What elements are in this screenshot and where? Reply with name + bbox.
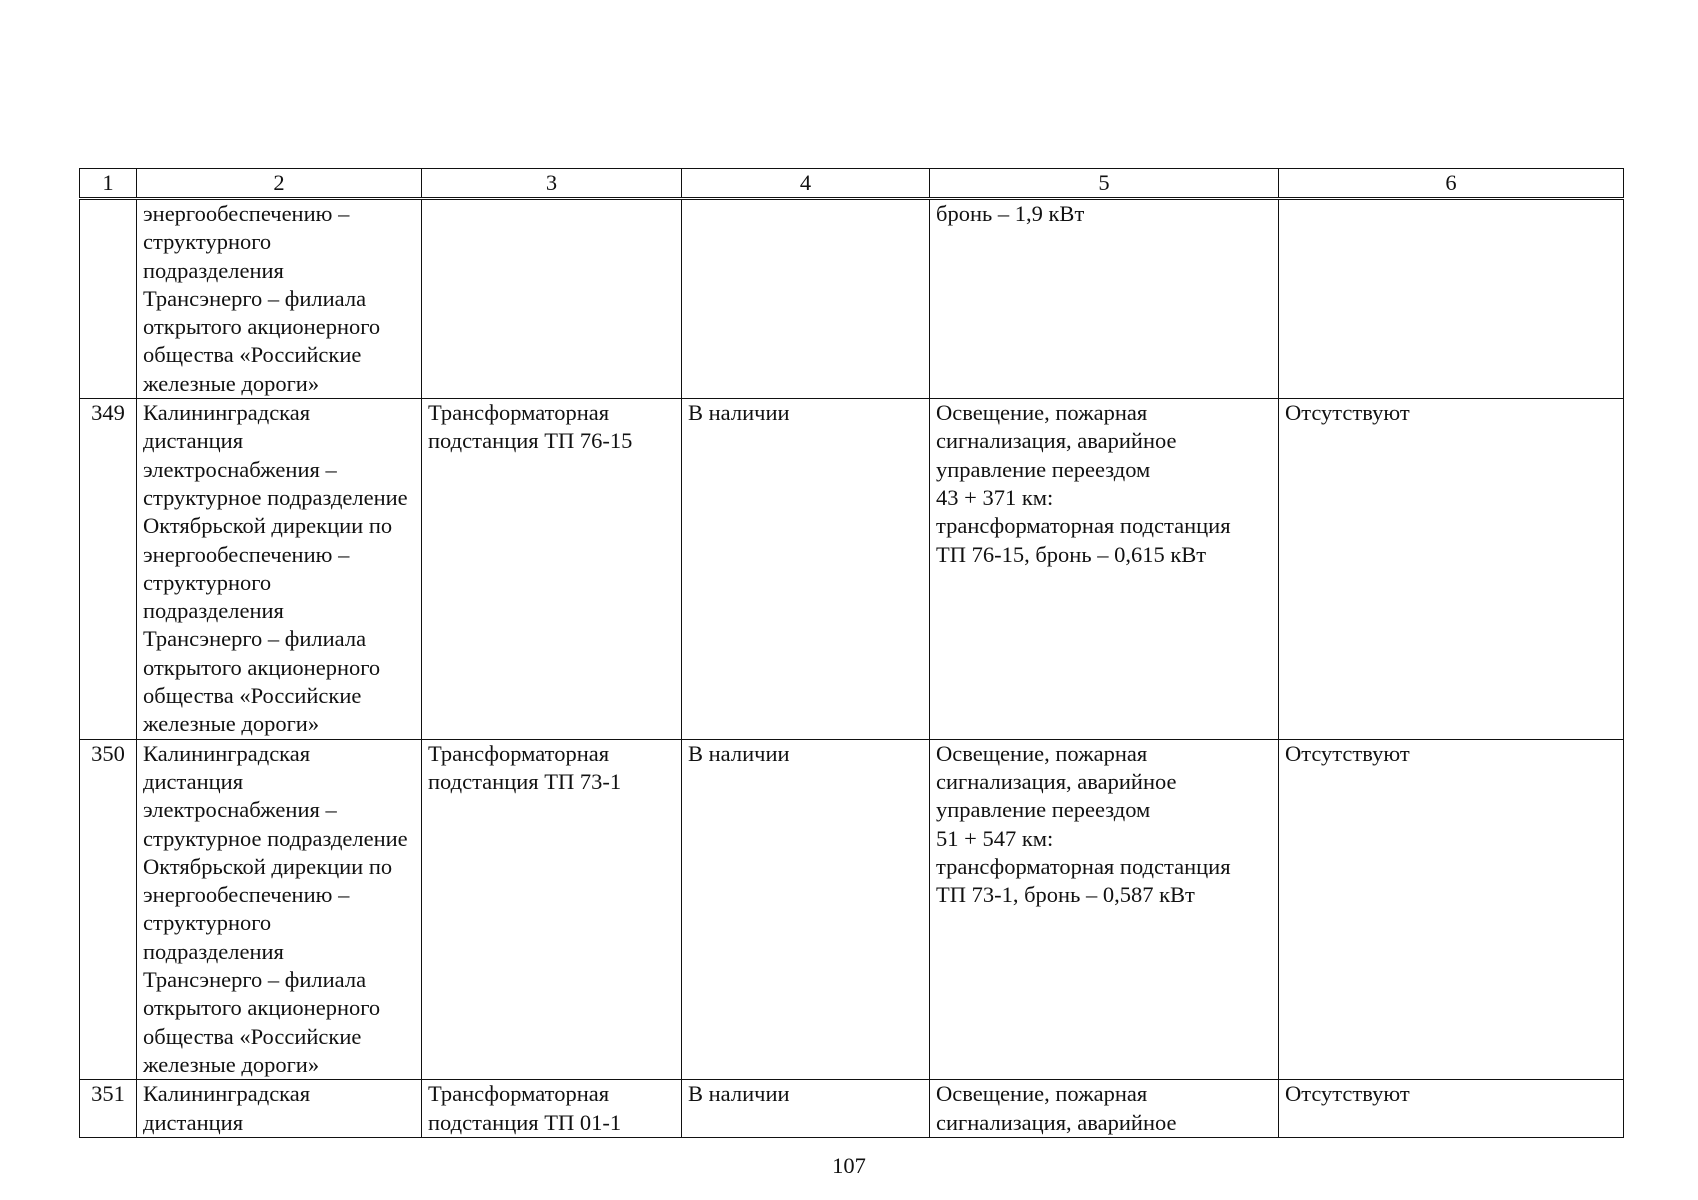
table-header bbox=[80, 169, 1624, 199]
notes-cell bbox=[1279, 199, 1624, 399]
row-number bbox=[80, 199, 137, 399]
availability-cell bbox=[682, 199, 930, 399]
availability-cell: В наличии bbox=[682, 1080, 930, 1138]
row-number: 349 bbox=[80, 399, 137, 740]
header-cell-5: 5 bbox=[930, 169, 1279, 199]
header-row bbox=[80, 169, 1624, 199]
object-cell: Трансформаторная подстанция ТП 73-1 bbox=[422, 739, 682, 1080]
notes-cell: Отсутствуют bbox=[1279, 739, 1624, 1080]
table-row bbox=[80, 1080, 1624, 1138]
object-cell bbox=[422, 199, 682, 399]
owner-cell: Калининградская дистанция электроснабжения – структурное подразделение Октябрьской дирекции по энергообеспечению – структурного подразделения Трансэнерго – филиала открытого акционерного общества «Российские железные дороги» bbox=[137, 739, 422, 1080]
table-row bbox=[80, 399, 1624, 740]
header-cell-4: 4 bbox=[682, 169, 930, 199]
owner-cell: энергообеспечению – структурного подразделения Трансэнерго – филиала открытого акционерного общества «Российские железные дороги» bbox=[137, 199, 422, 399]
notes-cell: Отсутствуют bbox=[1279, 1080, 1624, 1138]
data-table bbox=[79, 168, 1624, 1138]
owner-cell: Калининградская дистанция электроснабжения – структурное подразделение Октябрьской дирекции по энергообеспечению – структурного подразделения Трансэнерго – филиала открытого акционерного общества «Российские железные дороги» bbox=[137, 399, 422, 740]
object-cell: Трансформаторная подстанция ТП 01-1 bbox=[422, 1080, 682, 1138]
owner-cell: Калининградская дистанция bbox=[137, 1080, 422, 1138]
header-cell-6: 6 bbox=[1279, 169, 1624, 199]
header-cell-2: 2 bbox=[137, 169, 422, 199]
page-number: 107 bbox=[832, 1153, 866, 1178]
notes-cell: Отсутствуют bbox=[1279, 399, 1624, 740]
consumers-cell: бронь – 1,9 кВт bbox=[930, 199, 1279, 399]
consumers-cell: Освещение, пожарная сигнализация, аварийное управление переездом 51 + 547 км: трансформаторная подстанция ТП 73-1, бронь – 0,587 кВт bbox=[930, 739, 1279, 1080]
row-number: 350 bbox=[80, 739, 137, 1080]
object-cell: Трансформаторная подстанция ТП 76-15 bbox=[422, 399, 682, 740]
row-number: 351 bbox=[80, 1080, 137, 1138]
availability-cell: В наличии bbox=[682, 399, 930, 740]
table-row bbox=[80, 199, 1624, 399]
header-cell-1: 1 bbox=[80, 169, 137, 199]
availability-cell: В наличии bbox=[682, 739, 930, 1080]
consumers-cell: Освещение, пожарная сигнализация, аварийное управление переездом 43 + 371 км: трансформаторная подстанция ТП 76-15, бронь – 0,615 кВт bbox=[930, 399, 1279, 740]
header-cell-3: 3 bbox=[422, 169, 682, 199]
table-body bbox=[80, 199, 1624, 1138]
table-row bbox=[80, 739, 1624, 1080]
consumers-cell: Освещение, пожарная сигнализация, аварийное bbox=[930, 1080, 1279, 1138]
